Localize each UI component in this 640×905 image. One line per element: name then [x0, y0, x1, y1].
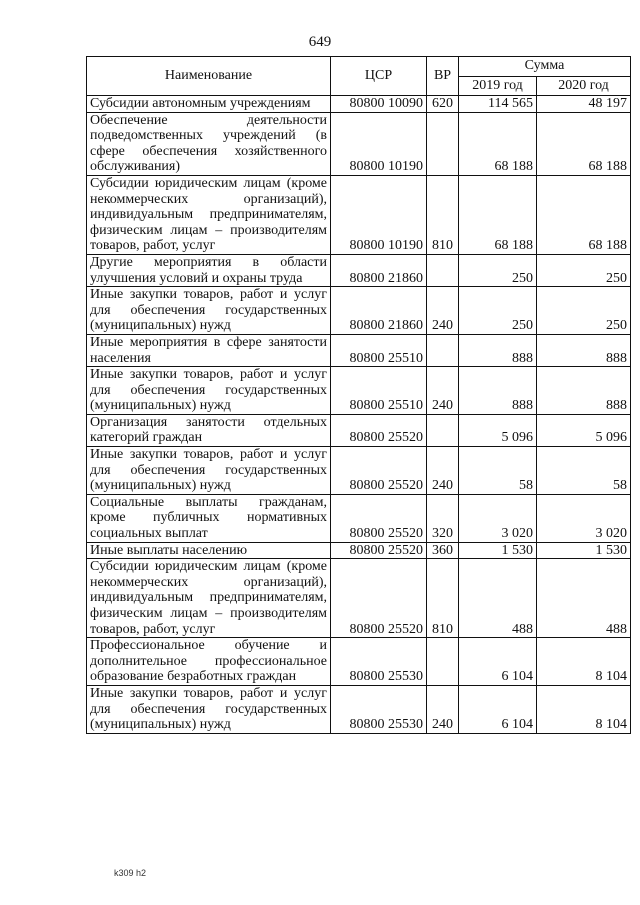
row-sum-2020: 48 197: [537, 96, 631, 113]
row-vr: 240: [427, 447, 459, 495]
row-name: Иные выплаты населению: [87, 542, 331, 559]
header-year-2019: 2019 год: [459, 76, 537, 96]
table-row: [87, 367, 631, 415]
row-vr: 620: [427, 96, 459, 113]
table-row: [87, 447, 631, 495]
row-name: Субсидии юридическим лицам (кроме некоммерческих организаций), индивидуальным предпринимателям, физическим лицам – производителям товаров, работ, услуг: [87, 175, 331, 254]
row-sum-2020: 888: [537, 367, 631, 415]
row-name: Субсидии юридическим лицам (кроме некоммерческих организаций), индивидуальным предпринимателям, физическим лицам – производителям товаров, работ, услуг: [87, 559, 331, 638]
table-row: [87, 685, 631, 733]
row-sum-2020: 8 104: [537, 685, 631, 733]
row-sum-2019: 6 104: [459, 685, 537, 733]
row-sum-2019: 68 188: [459, 175, 537, 254]
row-vr: [427, 112, 459, 175]
row-sum-2020: 68 188: [537, 175, 631, 254]
row-csr: 80800 21860: [331, 287, 427, 335]
row-name: Организация занятости отдельных категорий граждан: [87, 414, 331, 446]
row-sum-2020: 3 020: [537, 494, 631, 542]
table-row: [87, 287, 631, 335]
row-sum-2019: 488: [459, 559, 537, 638]
row-vr: [427, 254, 459, 286]
row-name: Иные закупки товаров, работ и услуг для обеспечения государственных (муниципальных) нужд: [87, 447, 331, 495]
table-header: [87, 57, 631, 96]
row-sum-2019: 3 020: [459, 494, 537, 542]
table-row: [87, 638, 631, 686]
row-csr: 80800 25520: [331, 447, 427, 495]
row-vr: 320: [427, 494, 459, 542]
row-name: Обеспечение деятельности подведомственных учреждений (в сфере обеспечения хозяйственного обслуживания): [87, 112, 331, 175]
row-vr: 240: [427, 367, 459, 415]
table-row: [87, 254, 631, 286]
row-name: Субсидии автономным учреждениям: [87, 96, 331, 113]
row-name: Другие мероприятия в области улучшения условий и охраны труда: [87, 254, 331, 286]
row-sum-2019: 114 565: [459, 96, 537, 113]
row-csr: 80800 25510: [331, 367, 427, 415]
row-csr: 80800 10090: [331, 96, 427, 113]
row-sum-2020: 250: [537, 287, 631, 335]
row-vr: 240: [427, 287, 459, 335]
row-csr: 80800 25520: [331, 559, 427, 638]
table-row: [87, 542, 631, 559]
row-sum-2019: 68 188: [459, 112, 537, 175]
table-row: [87, 112, 631, 175]
row-name: Иные закупки товаров, работ и услуг для обеспечения государственных (муниципальных) нужд: [87, 367, 331, 415]
row-sum-2020: 488: [537, 559, 631, 638]
row-sum-2019: 250: [459, 287, 537, 335]
table-row: [87, 494, 631, 542]
row-sum-2019: 1 530: [459, 542, 537, 559]
row-csr: 80800 21860: [331, 254, 427, 286]
row-sum-2019: 6 104: [459, 638, 537, 686]
row-name: Иные мероприятия в сфере занятости населения: [87, 334, 331, 366]
row-sum-2020: 5 096: [537, 414, 631, 446]
row-sum-2019: 888: [459, 367, 537, 415]
row-sum-2019: 58: [459, 447, 537, 495]
row-sum-2019: 250: [459, 254, 537, 286]
footer-code: k309 h2: [114, 868, 147, 878]
row-csr: 80800 10190: [331, 112, 427, 175]
row-vr: 240: [427, 685, 459, 733]
row-sum-2020: 888: [537, 334, 631, 366]
page-number: 649: [308, 34, 332, 50]
row-csr: 80800 25520: [331, 494, 427, 542]
table-row: [87, 96, 631, 113]
header-year-2020: 2020 год: [537, 76, 631, 96]
budget-table: [86, 56, 631, 734]
row-name: Профессиональное обучение и дополнительное профессиональное образование безработных граждан: [87, 638, 331, 686]
header-name: Наименование: [87, 57, 331, 96]
row-vr: [427, 334, 459, 366]
row-sum-2020: 68 188: [537, 112, 631, 175]
row-csr: 80800 10190: [331, 175, 427, 254]
row-sum-2019: 888: [459, 334, 537, 366]
row-csr: 80800 25520: [331, 414, 427, 446]
row-vr: 360: [427, 542, 459, 559]
header-sum: Сумма: [459, 57, 631, 77]
row-name: Иные закупки товаров, работ и услуг для обеспечения государственных (муниципальных) нужд: [87, 287, 331, 335]
row-vr: 810: [427, 559, 459, 638]
row-vr: 810: [427, 175, 459, 254]
table-body: [87, 96, 631, 734]
table-row: [87, 334, 631, 366]
row-sum-2020: 58: [537, 447, 631, 495]
row-sum-2020: 250: [537, 254, 631, 286]
row-vr: [427, 414, 459, 446]
row-sum-2019: 5 096: [459, 414, 537, 446]
row-csr: 80800 25530: [331, 638, 427, 686]
header-csr: ЦСР: [331, 57, 427, 96]
row-name: Иные закупки товаров, работ и услуг для обеспечения государственных (муниципальных) нужд: [87, 685, 331, 733]
row-name: Социальные выплаты гражданам, кроме публичных нормативных социальных выплат: [87, 494, 331, 542]
header-vr: ВР: [427, 57, 459, 96]
row-csr: 80800 25520: [331, 542, 427, 559]
row-csr: 80800 25530: [331, 685, 427, 733]
row-sum-2020: 8 104: [537, 638, 631, 686]
row-csr: 80800 25510: [331, 334, 427, 366]
row-vr: [427, 638, 459, 686]
table-row: [87, 414, 631, 446]
table-row: [87, 175, 631, 254]
row-sum-2020: 1 530: [537, 542, 631, 559]
table-row: [87, 559, 631, 638]
